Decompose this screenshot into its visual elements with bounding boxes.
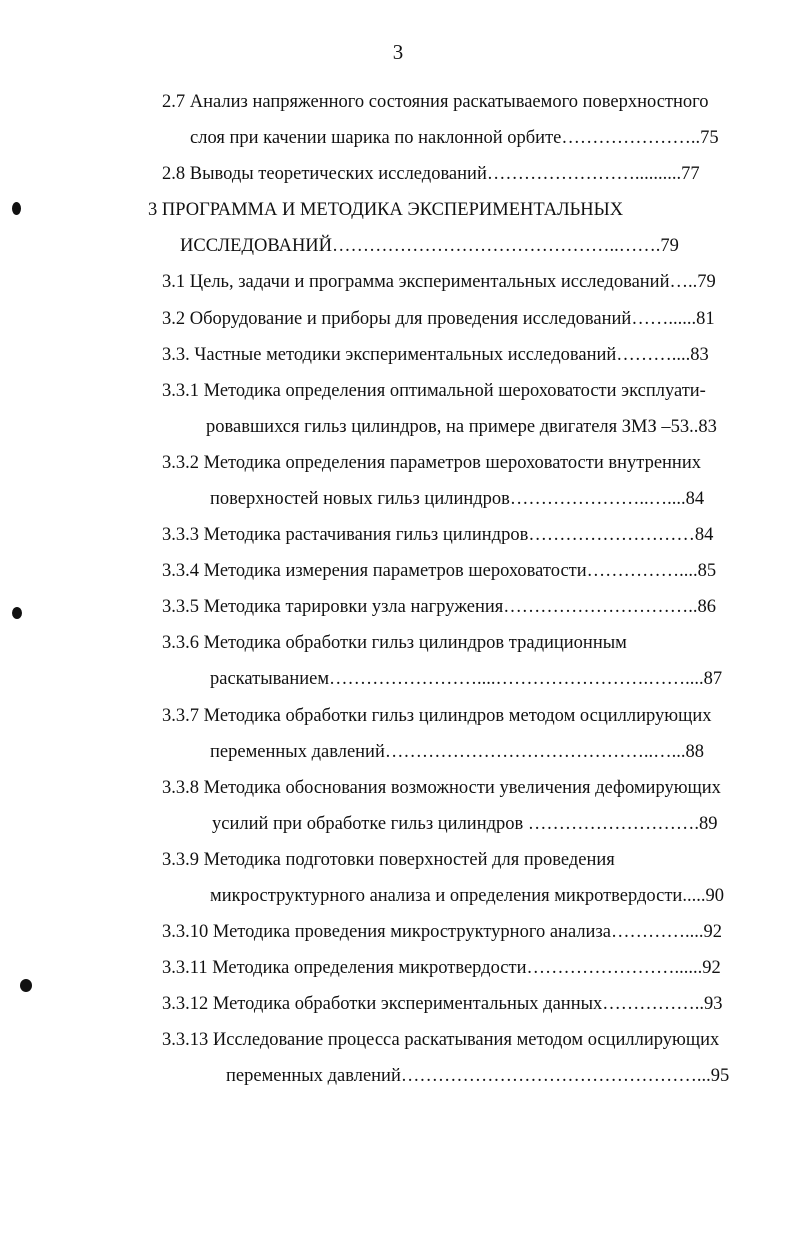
page-number: 3	[392, 40, 404, 64]
toc-line-3-3-4: 3.3.4 Методика измерения параметров шероховатости……………....85	[162, 561, 717, 581]
toc-line-3-3-7: 3.3.7 Методика обработки гильз цилиндров методом осциллирующих	[162, 706, 712, 726]
toc-line-3-3-1-cont: ровавшихся гильз цилиндров, на примере двигателя ЗМЗ –53..83	[206, 417, 717, 437]
toc-line-3-3-11: 3.3.11 Методика определения микротвердости……………………......92	[162, 958, 721, 978]
toc-line-3-3-12: 3.3.12 Методика обработки экспериментальных данных……………..93	[162, 994, 723, 1014]
toc-line-2-7-cont: слоя при качении шарика по наклонной орбите…………………..75	[190, 128, 719, 148]
toc-line-2-8: 2.8 Выводы теоретических исследований……………………..........77	[162, 164, 700, 184]
toc-line-3-3-6: 3.3.6 Методика обработки гильз цилиндров традиционным	[162, 633, 627, 653]
toc-line-3-3-9: 3.3.9 Методика подготовки поверхностей для проведения	[162, 850, 615, 870]
toc-line-3-3-8: 3.3.8 Методика обоснования возможности увеличения дефомирующих	[162, 778, 721, 798]
toc-line-3-cont: ИССЛЕДОВАНИЙ………………………………………..…….79	[180, 236, 679, 256]
toc-line-3-3-3: 3.3.3 Методика растачивания гильз цилиндров………………………84	[162, 525, 714, 545]
toc-line-3-3-5: 3.3.5 Методика тарировки узла нагружения…………………………..86	[162, 597, 717, 617]
toc-line-3: 3 ПРОГРАММА И МЕТОДИКА ЭКСПЕРИМЕНТАЛЬНЫХ	[148, 200, 624, 220]
punch-hole-mark	[12, 607, 22, 619]
toc-line-3-3-2-cont: поверхностей новых гильз цилиндров…………………..…....84	[210, 489, 705, 509]
toc-line-3-3-13: 3.3.13 Исследование процесса раскатывания методом осциллирующих	[162, 1030, 720, 1050]
toc-line-3-3: 3.3. Частные методики экспериментальных исследований………....83	[162, 345, 709, 365]
toc-line-3-2: 3.2 Оборудование и приборы для проведения исследований……......81	[162, 309, 715, 329]
toc-line-3-3-10: 3.3.10 Методика проведения микроструктурного анализа…………....92	[162, 922, 722, 942]
punch-hole-mark	[12, 202, 21, 215]
toc-line-3-3-8-cont: усилий при обработке гильз цилиндров ……………………….89	[212, 814, 718, 834]
toc-line-2-7: 2.7 Анализ напряженного состояния раскатываемого поверхностного	[162, 92, 709, 112]
toc-line-3-3-1: 3.3.1 Методика определения оптимальной шероховатости эксплуати-	[162, 381, 706, 401]
toc-line-3-3-2: 3.3.2 Методика определения параметров шероховатости внутренних	[162, 453, 701, 473]
toc-line-3-1: 3.1 Цель, задачи и программа экспериментальных исследований…..79	[162, 272, 716, 292]
punch-hole-mark	[20, 979, 32, 992]
toc-line-3-3-13-cont: переменных давлений…………………………………………...95	[226, 1066, 730, 1086]
toc-line-3-3-7-cont: переменных давлений……………………………………..…...88	[210, 742, 704, 762]
toc-line-3-3-9-cont: микроструктурного анализа и определения микротвердости.....90	[210, 886, 724, 906]
toc-line-3-3-6-cont: раскатыванием……………………....…………………….……....87	[210, 669, 723, 689]
